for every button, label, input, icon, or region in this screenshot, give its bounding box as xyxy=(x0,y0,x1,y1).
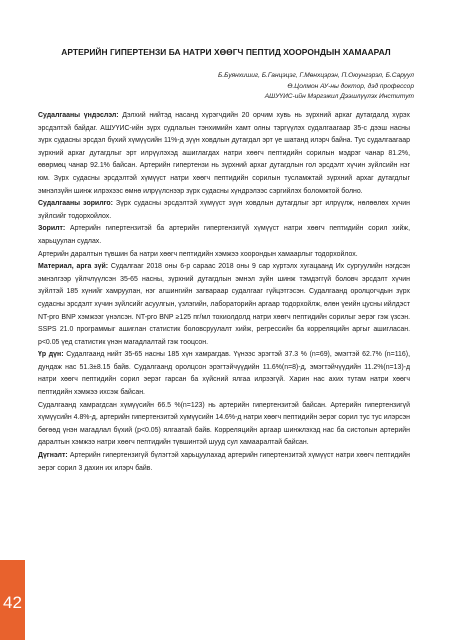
section-label: Судалгааны үндэслэл: xyxy=(38,112,119,119)
page-number: 42 xyxy=(3,593,22,612)
section-label: Үр дүн: xyxy=(38,351,64,359)
section-objective xyxy=(38,198,410,223)
abstract-body xyxy=(38,110,410,475)
section-background xyxy=(38,110,410,198)
section-text: Судалгаанд нийт 35-65 насны 185 хүн хамрагдав. Үүнээс эрэгтэй 37.3 % (n=69), эмэгтэй 62.7% (n=116), дундаж нас 51.3±8.15 байв. Судалгаанд оролцсон эрэгтэйчүүдийн 11.6%(n=8)-д, эмэгтэйчүүдийн 11.2%(n=13)-д натри хөөгч пептидийн сорил эерэг гарсан ба хүйсний ялгаа илрээгүй. Харин нас ахих тутам натри хөөгч пептидийн хэмжээ ихсэж байсан. xyxy=(38,351,410,397)
section-text: Дэлхий нийтэд насанд хүрэгчдийн 20 орчим хувь нь зүрхний архаг дутагдалд хүрэх эрсдэлтэй байдаг. АШУҮИС-ийн зүрх судлалын тэнхимийн хамт олны тэргүүлэх судалгаагаар 35-с дээш насны зүрх судасны эрсдэл бүхий хүмүүсийн 11%-д зүүн ховдлын дутагдал эрт үе шатанд илэрч байна. Тус судалгаагаар зүрхний архаг дутагдлыг эрт илрүүлэхэд ашиглагдах натри хөөгч пептидийн сорилын мэдрэг чанар 81.2%, өвөрмөц чанар 92.1% байсан. Артерийн гипертензи нь зүрхний архаг дутагдлын гол эрсдэлт хүчин зүйлсийн нэг юм. Зүрх судасны эрсдэлтэй хүмүүст натри хөөгч пептидийн сорилын тусламжтай зүрхний архаг дутагдлыг эмнэлзүйн шинж илрэхээс өмнө илрүүлснээр зүрх судасны хүндрэлээс сэргийлэх боломжтой болно. xyxy=(38,112,410,195)
section-text: Судалгаанд хамрагдсан хүмүүсийн 66.5 %(n=123) нь артерийн гипертензитэй байсан. Артерийн гипертензигүй хүмүүсийн 4.8%-д, артерийн гипертензитэй хүмүүсийн 14.6%-д натри хөөгч пептидийн эерэг сорил тус тус илэрсэн бөгөөд үнэн магадлал бүхий (p<0.05) ялгаатай байв. Корреляцийн аргаар шинжлэхэд нас ба систолын артерийн даралтын хэмжээ натри хөөгч пептидийн түвшинтэй шууд сул хамааралтай байсан. xyxy=(38,401,410,447)
section-label: Зорилт: xyxy=(38,225,66,233)
section-label: Судалгааны зорилго: xyxy=(38,200,113,208)
page-number-tab xyxy=(0,560,25,640)
section-text: Артерийн гипертензитэй ба артерийн гипертензигүй хүмүүст натри хөөгч пептидийн сорил хийж, харьцуулан судлах. xyxy=(38,225,410,245)
section-label: Материал, арга зүй: xyxy=(38,263,109,271)
section-text: Зүрх судасны эрсдэлтэй хүмүүст зүүн ховдлын дутагдлыг эрт илрүүлж, нөлөөлөх хүчин зүйлсийг тодорхойлох. xyxy=(38,200,410,220)
author-affiliation: АШУҮИС-ийн Мэргэжил Дээшлүүлэх Институт xyxy=(264,93,414,100)
section-text: Судалгааг 2018 оны 6-р сараас 2018 оны 9 сар хүртэлх хугацаанд Их сургуулийн нэгдсэн эмнэлгээр үйлчлүүлсэн 35-65 насны, зүрхний дутагдлын эмнэл зүйн шинж тэмдэггүй боловч эрсдэлт хүчин зүйлтэй 185 хүнийг хамруулан, нэг агшингийн загвараар судалгааг гүйцэтгэсэн. Судалгаанд оролцогчдын зүрх судасны эрсдэлт хүчин зүйлсийг асуулгын, үзлэгийн, лабораторийн аргаар тодорхойлж, өлөн үеийн цусны ийлдэст NT-pro BNP хэмжээг үнэлсэн. NT-pro BNP ≥125 пг/мл тохиолдолд натри хөөгч пептидийн сорилыг эерэг гэж үзсэн. SSPS 21.0 программыг ашиглан статистик боловсруулалт хийж, регрессийн ба корреляцийн аргыг ашигласан. p<0.05 үед статистик үнэн магадлалтай гэж тооцсон. xyxy=(38,263,410,346)
section-methods xyxy=(38,261,410,349)
paper-title: АРТЕРИЙН ГИПЕРТЕНЗИ БА НАТРИ ХӨӨГЧ ПЕПТИД ХООРОНДЫН ХАМААРАЛ xyxy=(61,47,391,57)
section-tasks xyxy=(38,223,410,248)
section-text: Артерийн гипертензигүй бүлэгтэй харьцуулахад артерийн гипертензитэй хүмүүст натри хөөгч пептидийн эерэг сорил 3 дахин их илэрч байв. xyxy=(38,452,410,472)
section-results-continued xyxy=(38,400,410,450)
section-conclusion xyxy=(38,450,410,475)
section-label: Дүгнэлт: xyxy=(38,452,68,460)
author-names: Б.Буянхишиг, Б.Ганцэцэг, Г.Мөнхцэрэн, П.Оюунгэрэл, Б.Саруул xyxy=(218,72,414,79)
section-text: Артерийн даралтын түвшин ба натри хөөгч пептидийн хэмжээ хоорондын хамаарлыг тодорхойлох. xyxy=(38,250,358,258)
author-block xyxy=(218,71,414,103)
section-results xyxy=(38,349,410,399)
author-supervisor: Ө.Цолмон АУ-ны доктор, дэд профессор xyxy=(287,82,414,90)
section-tasks-continued xyxy=(38,249,410,262)
